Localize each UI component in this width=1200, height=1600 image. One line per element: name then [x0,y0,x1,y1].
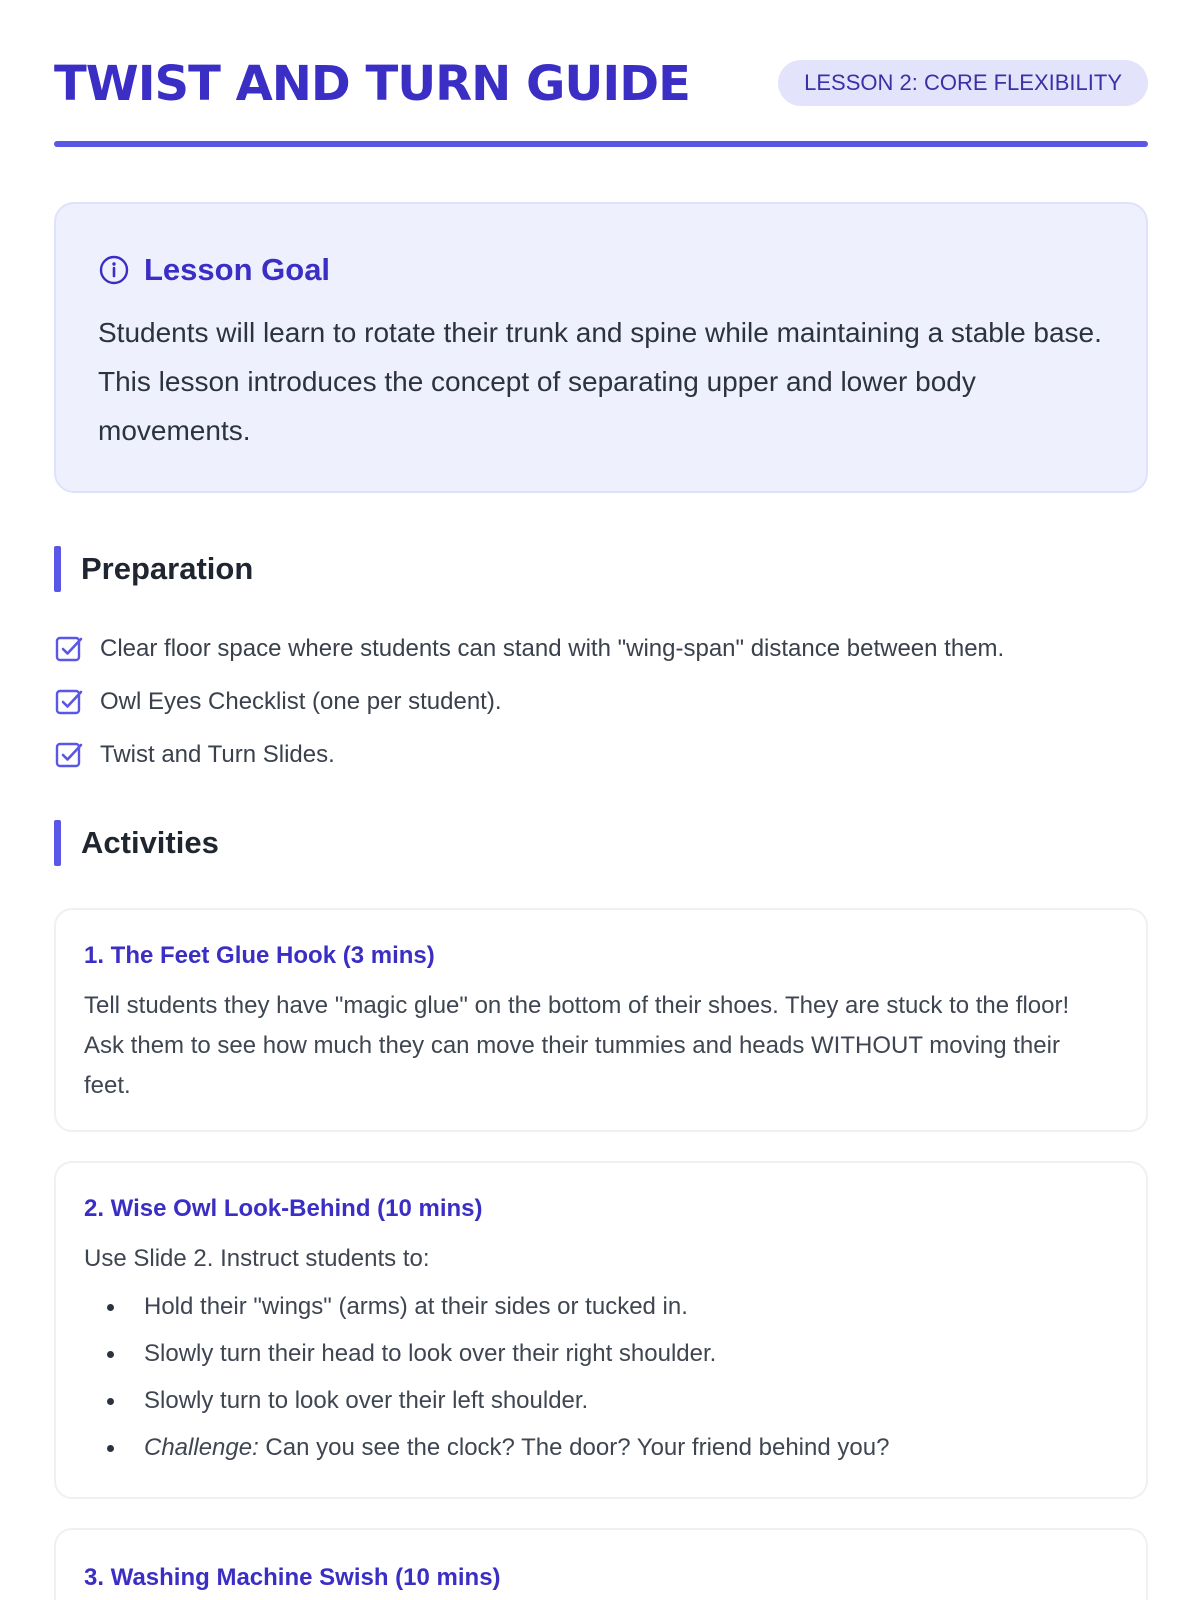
lesson-goal-title: Lesson Goal [144,252,331,287]
preparation-item-text: Owl Eyes Checklist (one per student). [100,687,502,715]
activity-step-challenge [82,1431,889,1478]
checkbox-checked-icon [54,634,84,664]
activity-description: Use Slide 2. Instruct students to: [84,1245,430,1272]
preparation-heading [54,546,253,592]
info-icon [98,254,130,286]
activity-step: Hold their "wings" (arms) at their sides or tucked in. [82,1290,889,1337]
section-accent-bar [54,546,61,592]
lesson-goal-heading [98,250,330,290]
challenge-text: Can you see the clock? The door? Your friend behind you? [258,1434,890,1461]
lesson-goal-text: Students will learn to rotate their trunk and spine while maintaining a stable base. This lesson introduces the concept of separating upper and lower body movements. [98,317,1102,446]
activity-card [54,1528,1148,1600]
preparation-item-text: Clear floor space where students can stand with "wing-span" distance between them. [100,634,1005,662]
checkbox-checked-icon [54,687,84,717]
lesson-guide-page [54,0,1148,1600]
activity-title: 3. Washing Machine Swish (10 mins) [84,1564,501,1591]
preparation-list [54,622,1148,781]
preparation-title: Preparation [81,551,254,586]
challenge-label: Challenge: [144,1434,259,1461]
page-title: TWIST AND TURN GUIDE [54,56,690,112]
preparation-item-text: Twist and Turn Slides. [100,740,335,768]
activity-description: Tell students they have "magic glue" on the bottom of their shoes. They are stuck to the floor! Ask them to see how much they can move their tummies and heads WITHOUT moving their feet. [84,992,1070,1099]
activity-step: Slowly turn to look over their left shoulder. [82,1384,889,1431]
checkbox-checked-icon [54,740,84,770]
activities-title: Activities [81,825,219,860]
lesson-goal-box [54,202,1148,493]
header-divider [54,141,1148,147]
activity-title: 2. Wise Owl Look-Behind (10 mins) [84,1195,483,1222]
preparation-item [54,728,1148,781]
activities-heading [54,820,219,866]
lesson-badge: LESSON 2: CORE FLEXIBILITY [778,60,1148,106]
activity-card [54,908,1148,1132]
page-header [54,52,1148,116]
activity-step: Slowly turn their head to look over their right shoulder. [82,1337,889,1384]
preparation-item [54,675,1148,728]
activity-title: 1. The Feet Glue Hook (3 mins) [84,942,435,969]
section-accent-bar [54,820,61,866]
preparation-item [54,622,1148,675]
activity-steps-list [82,1290,889,1478]
